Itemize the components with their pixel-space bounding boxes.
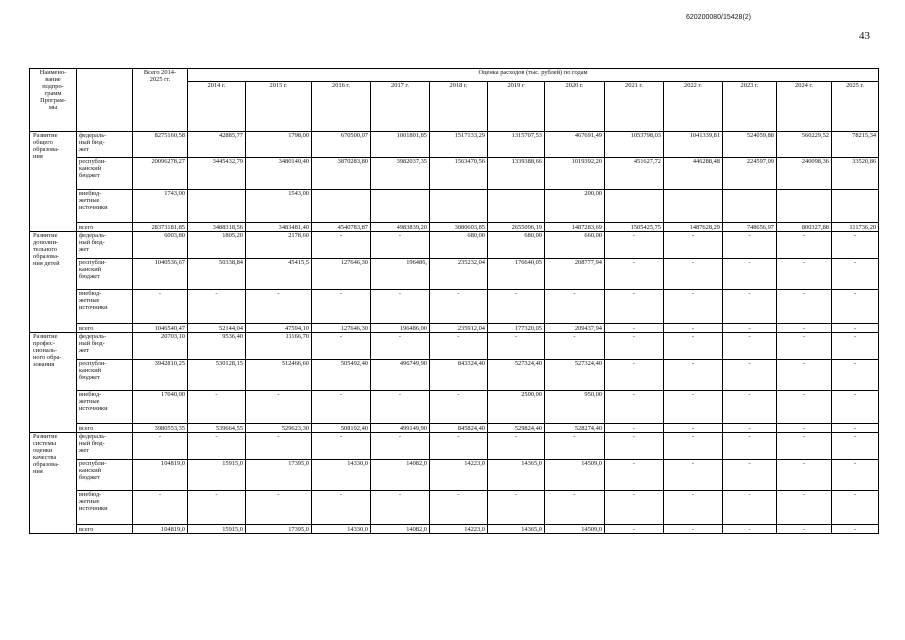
value-cell: - [605,332,664,359]
value-cell: - [371,491,430,525]
table-row [30,223,879,232]
value-cell: - [723,232,777,259]
value-cell: - [723,258,777,289]
value-cell: 17040,00 [133,390,188,424]
value-cell: 14509,0 [545,524,605,533]
value-cell: 1517133,29 [430,131,488,158]
value-cell: - [723,524,777,533]
value-cell: - [777,323,832,332]
value-cell: - [777,258,832,289]
table-row [30,258,879,289]
value-cell: - [664,232,723,259]
value-cell: - [832,424,879,433]
funding-source: внебюд- жетные источники [77,189,133,223]
value-cell: - [605,323,664,332]
value-cell: 748656,97 [723,223,777,232]
value-cell: - [832,323,879,332]
header-name-column: Наимено- вание подпро- грамм Програм- мы [30,69,77,132]
value-cell: 529623,30 [246,424,312,433]
value-cell: - [430,433,488,460]
funding-source: всего [77,223,133,232]
funding-source: федераль- ный бюд- жет [77,332,133,359]
value-cell: 2178,60 [246,232,312,259]
value-cell: 6003,80 [133,232,188,259]
value-cell: 3980553,35 [133,424,188,433]
funding-source: республи- канский бюджет [77,460,133,491]
value-cell: 127646,30 [312,323,371,332]
value-cell: 499149,90 [371,424,430,433]
value-cell: 42885,77 [188,131,246,158]
value-cell: 3080603,85 [430,223,488,232]
value-cell: 1001801,85 [371,131,430,158]
value-cell: - [545,290,605,324]
value-cell: - [832,232,879,259]
value-cell: 14365,0 [488,460,545,491]
value-cell: 528274,40 [545,424,605,433]
value-cell: 524059,88 [723,131,777,158]
value-cell: - [832,390,879,424]
value-cell: 560229,52 [777,131,832,158]
value-cell: - [430,290,488,324]
value-cell: 1053798,03 [605,131,664,158]
value-cell: - [664,433,723,460]
value-cell: 4983839,20 [371,223,430,232]
value-cell: 14082,0 [371,524,430,533]
value-cell: 14223,0 [430,460,488,491]
value-cell: 950,00 [545,390,605,424]
value-cell: - [723,491,777,525]
value-cell: - [777,359,832,390]
value-cell: - [605,491,664,525]
value-cell: 845824,40 [430,424,488,433]
header-total-column: Всего 2014- 2025 гг. [133,69,188,132]
value-cell: - [605,433,664,460]
value-cell: 530128,15 [188,359,246,390]
value-cell: 47594,10 [246,323,312,332]
value-cell: - [723,460,777,491]
value-cell: - [832,359,879,390]
value-cell: - [430,491,488,525]
value-cell: 3483481,40 [246,223,312,232]
value-cell: - [664,524,723,533]
value-cell: - [832,460,879,491]
value-cell [664,189,723,223]
value-cell: 508192,40 [312,424,371,433]
value-cell: - [605,258,664,289]
value-cell: - [664,491,723,525]
value-cell: 235912,04 [430,323,488,332]
header-year: 2016 г. [312,82,371,131]
value-cell: - [664,332,723,359]
funding-source: внебюд- жетные источники [77,390,133,424]
value-cell: 235232,04 [430,258,488,289]
header-estimate: Оценка расходов (тыс. рублей) по годам [188,69,879,82]
value-cell [777,189,832,223]
value-cell: - [312,433,371,460]
table-row [30,232,879,259]
table-row [30,131,879,158]
funding-source: внебюд- жетные источники [77,290,133,324]
value-cell: 20096278,27 [133,158,188,189]
value-cell: 1040536,67 [133,258,188,289]
value-cell: 800327,88 [777,223,832,232]
value-cell: 240098,36 [777,158,832,189]
value-cell: 670500,07 [312,131,371,158]
value-cell: - [188,433,246,460]
header-year: 2014 г. [188,82,246,131]
funding-source: республи- канский бюджет [77,359,133,390]
value-cell: 15915,0 [188,524,246,533]
header-year: 2021 г. [605,82,664,131]
table-row [30,158,879,189]
table-row [30,460,879,491]
funding-source: федераль- ный бюд- жет [77,131,133,158]
funding-source: федераль- ный бюд- жет [77,433,133,460]
value-cell: - [312,290,371,324]
value-cell: 1041339,81 [664,131,723,158]
header-year: 2025 г. [832,82,879,131]
header-year: 2023 г. [723,82,777,131]
value-cell: - [246,491,312,525]
value-cell: 52144,04 [188,323,246,332]
value-cell: - [371,290,430,324]
value-cell: - [664,258,723,289]
value-cell: - [664,460,723,491]
table-row [30,323,879,332]
value-cell: - [312,332,371,359]
value-cell: 3488318,56 [188,223,246,232]
value-cell: 3982037,35 [371,158,430,189]
value-cell: - [312,491,371,525]
subprogram-name: Развитие общего образова- ния [30,131,77,232]
value-cell: - [605,359,664,390]
page-number: 43 [859,30,870,42]
value-cell [312,189,371,223]
table-row [30,189,879,223]
value-cell: 209437,94 [545,323,605,332]
value-cell: - [605,290,664,324]
value-cell: 680,00 [488,232,545,259]
value-cell: 1046540,47 [133,323,188,332]
table-row [30,332,879,359]
value-cell: 200,00 [545,189,605,223]
value-cell: 3480140,40 [246,158,312,189]
value-cell: 196486, [371,258,430,289]
value-cell: - [605,524,664,533]
value-cell: - [723,424,777,433]
value-cell: - [664,424,723,433]
value-cell: - [832,433,879,460]
value-cell: 104819,0 [133,460,188,491]
value-cell: - [777,424,832,433]
value-cell: 1505425,75 [605,223,664,232]
value-cell: - [188,290,246,324]
value-cell: - [430,390,488,424]
value-cell: 451627,72 [605,158,664,189]
value-cell: - [133,491,188,525]
value-cell: - [312,232,371,259]
value-cell: - [488,332,545,359]
value-cell: 78215,34 [832,131,879,158]
table-row [30,424,879,433]
value-cell: 680,00 [430,232,488,259]
funding-source: внебюд- жетные источники [77,491,133,525]
value-cell: - [133,433,188,460]
value-cell: 17395,0 [246,524,312,533]
value-cell: 1543,00 [246,189,312,223]
value-cell: - [605,390,664,424]
value-cell: - [777,232,832,259]
value-cell: 2655096,19 [488,223,545,232]
value-cell [188,189,246,223]
value-cell: - [188,491,246,525]
value-cell: - [664,359,723,390]
value-cell: 843324,40 [430,359,488,390]
value-cell: - [723,433,777,460]
value-cell: 11166,70 [246,332,312,359]
value-cell: - [832,524,879,533]
subprogram-name: Развитие системы оценки качества образова- ния [30,433,77,534]
value-cell: 176640,05 [488,258,545,289]
value-cell [371,189,430,223]
value-cell: 1019392,20 [545,158,605,189]
value-cell: 1563470,56 [430,158,488,189]
value-cell: 14082,0 [371,460,430,491]
value-cell: 527324,40 [488,359,545,390]
table-row [30,290,879,324]
value-cell: 14330,0 [312,460,371,491]
value-cell: - [488,433,545,460]
funding-source: всего [77,424,133,433]
header-year: 2018 г. [430,82,488,131]
value-cell: - [777,390,832,424]
value-cell: 505492,40 [312,359,371,390]
header-year: 2022 г. [664,82,723,131]
value-cell [488,189,545,223]
value-cell: - [777,460,832,491]
value-cell: 1339388,66 [488,158,545,189]
value-cell: - [545,491,605,525]
value-cell: 527324,40 [545,359,605,390]
value-cell: 3942810,25 [133,359,188,390]
funding-source: федераль- ный бюд- жет [77,232,133,259]
value-cell: - [488,491,545,525]
subprogram-name: Развитие профес- сиональ- ного обра- зования [30,332,77,433]
value-cell: - [777,491,832,525]
header-source-column [77,69,133,132]
value-cell: 15915,0 [188,460,246,491]
value-cell: 539664,55 [188,424,246,433]
value-cell: - [371,390,430,424]
value-cell: - [777,524,832,533]
value-cell: 45415,5 [246,258,312,289]
value-cell: 4540783,87 [312,223,371,232]
value-cell: 529824,40 [488,424,545,433]
value-cell: 33520,86 [832,158,879,189]
value-cell: - [832,258,879,289]
value-cell: - [777,332,832,359]
value-cell: 1487628,29 [664,223,723,232]
header-year: 2019 г [488,82,545,131]
document-id: 620200080/15428(2) [686,14,752,21]
value-cell: 17395,0 [246,460,312,491]
header-year: 2015 г. [246,82,312,131]
value-cell: - [664,290,723,324]
value-cell: 3445432,79 [188,158,246,189]
value-cell: - [832,290,879,324]
value-cell: 1743,00 [133,189,188,223]
value-cell: - [605,424,664,433]
value-cell: - [371,232,430,259]
value-cell: 111736,20 [832,223,879,232]
value-cell: - [723,332,777,359]
value-cell: 127646,30 [312,258,371,289]
table-row [30,491,879,525]
header-year: 2024 г. [777,82,832,131]
value-cell [430,189,488,223]
budget-table-body [30,69,879,534]
value-cell: 512466,60 [246,359,312,390]
value-cell: - [723,390,777,424]
value-cell [605,189,664,223]
value-cell: 20703,10 [133,332,188,359]
funding-source: всего [77,323,133,332]
value-cell: 1798,00 [246,131,312,158]
value-cell: 3870283,80 [312,158,371,189]
value-cell: - [545,433,605,460]
table-row [30,359,879,390]
value-cell: - [664,323,723,332]
value-cell: 467691,49 [545,131,605,158]
table-row [30,433,879,460]
value-cell: - [545,332,605,359]
value-cell: - [488,290,545,324]
value-cell [723,189,777,223]
value-cell: 208777,94 [545,258,605,289]
value-cell: - [664,390,723,424]
value-cell: 28373181,85 [133,223,188,232]
header-year: 2020 г. [545,82,605,131]
value-cell: 14223,0 [430,524,488,533]
value-cell: - [605,460,664,491]
funding-source: республи- канский бюджет [77,158,133,189]
value-cell: - [246,433,312,460]
value-cell: 1805,20 [188,232,246,259]
value-cell: - [133,290,188,324]
value-cell: - [832,332,879,359]
value-cell: 2500,00 [488,390,545,424]
value-cell [832,189,879,223]
value-cell: - [188,390,246,424]
value-cell: - [723,323,777,332]
value-cell: - [246,290,312,324]
value-cell: 177320,05 [488,323,545,332]
value-cell: 1315707,53 [488,131,545,158]
value-cell: 224597,09 [723,158,777,189]
value-cell: 660,00 [545,232,605,259]
value-cell: 196486,00 [371,323,430,332]
value-cell: 104819,0 [133,524,188,533]
value-cell: 50338,84 [188,258,246,289]
funding-source: всего [77,524,133,533]
value-cell: - [312,390,371,424]
value-cell: 8275160,58 [133,131,188,158]
subprogram-name: Развитие дополни- тельного образова- ния детей [30,232,77,333]
value-cell: - [371,433,430,460]
value-cell: - [246,390,312,424]
value-cell: - [605,232,664,259]
value-cell: 14509,0 [545,460,605,491]
value-cell: 14365,0 [488,524,545,533]
value-cell: 9536,40 [188,332,246,359]
budget-table [29,68,879,534]
value-cell: - [777,290,832,324]
value-cell: - [777,433,832,460]
value-cell: 1487283,69 [545,223,605,232]
value-cell: - [723,359,777,390]
value-cell: - [371,332,430,359]
value-cell: 14330,0 [312,524,371,533]
value-cell: - [832,491,879,525]
table-row [30,524,879,533]
value-cell: 496749,90 [371,359,430,390]
value-cell: 446288,48 [664,158,723,189]
header-year: 2017 г. [371,82,430,131]
value-cell: - [430,332,488,359]
table-row [30,390,879,424]
value-cell: - [723,290,777,324]
funding-source: республи- канский бюджет [77,258,133,289]
